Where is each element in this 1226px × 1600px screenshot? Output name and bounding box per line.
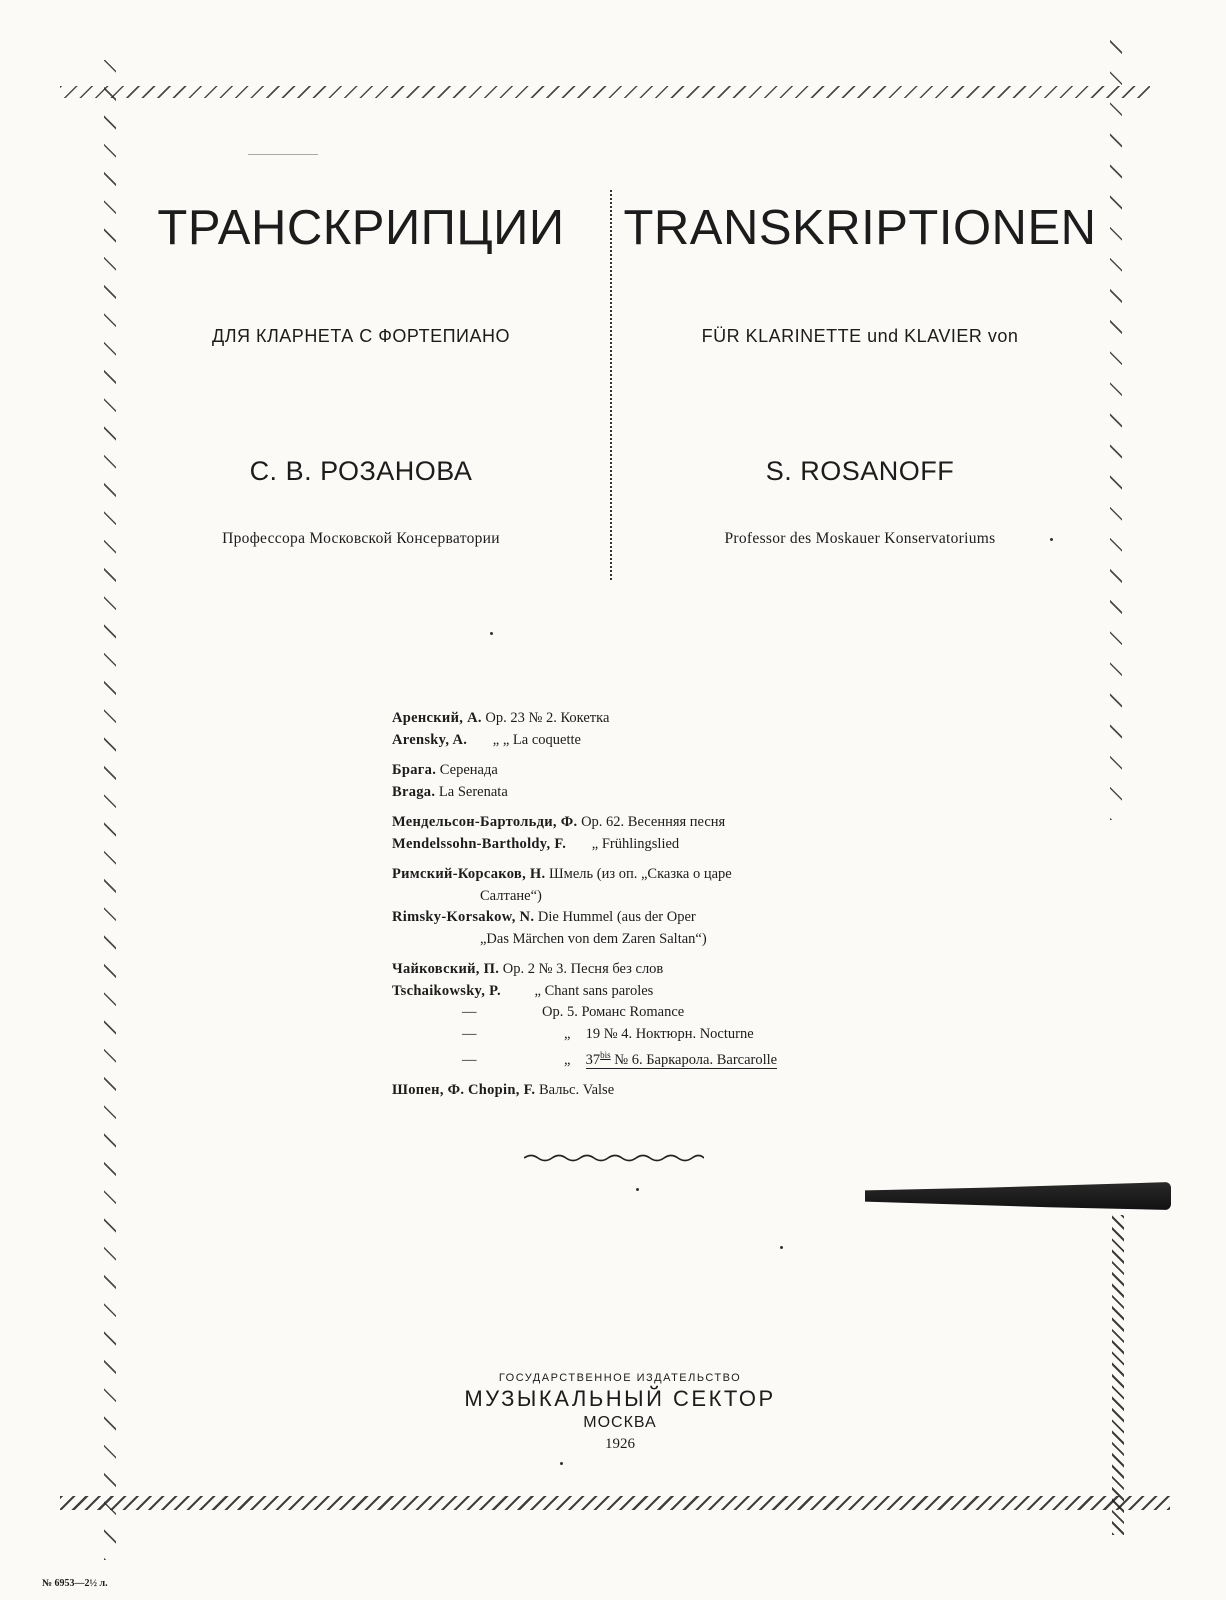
title-german: TRANSKRIPTIONEN — [623, 201, 1097, 255]
work-title: „ Frühlingslied — [591, 835, 680, 852]
work-title: Ор. 62. Весенняя песня — [581, 814, 726, 830]
composer-name: Римский-Корсаков, Н. — [392, 866, 546, 882]
wavy-ornament — [524, 1152, 704, 1162]
ditto-mark: „ — [564, 1051, 571, 1068]
composer-name: Шопен, Ф. — [392, 1082, 465, 1099]
list-item — [392, 812, 852, 855]
work-title: Серенада — [439, 762, 498, 778]
print-speck — [636, 1188, 639, 1191]
composer-name: Мендельсон-Бартольди, Ф. — [392, 814, 578, 830]
underlined-work — [586, 1052, 777, 1069]
composer-name: Chopin, F. — [467, 1082, 536, 1099]
subtitle-russian: ДЛЯ КЛАРНЕТА С ФОРТЕПИАНО — [212, 326, 510, 346]
work-title: „ „ La coquette — [492, 731, 581, 748]
work-title: „ Chant sans paroles — [534, 982, 654, 999]
list-item — [392, 1080, 852, 1102]
work-title: Шмель (из оп. „Сказка о царе — [549, 866, 732, 882]
work-title: Op. 5. Романс Romance — [542, 1004, 685, 1020]
print-speck — [560, 1462, 563, 1465]
top-hatch-border — [60, 86, 1150, 98]
author-russian: С. В. РОЗАНОВА — [249, 456, 473, 486]
work-title: Вальс. Valse — [538, 1082, 615, 1099]
sub-work — [392, 1002, 852, 1024]
publisher-line: ГОСУДАРСТВЕННОЕ ИЗДАТЕЛЬСТВО — [498, 1372, 742, 1384]
works-list — [392, 708, 852, 1111]
work-title: La Serenata — [438, 783, 508, 800]
composer-name: Брага. — [392, 762, 437, 778]
work-title: Ор. 23 № 2. Кокетка — [485, 710, 610, 726]
list-item — [392, 708, 852, 751]
composer-name: Braga. — [392, 783, 436, 800]
work-title-continued: „Das Märchen von dem Zaren Saltan“) — [480, 930, 707, 947]
composer-name: Mendelssohn-Bartholdy, F. — [392, 835, 567, 852]
ink-smudge — [865, 1182, 1171, 1210]
print-speck — [490, 632, 493, 635]
work-title-continued: Салтане“) — [480, 887, 542, 904]
list-item — [392, 864, 852, 950]
list-item — [392, 959, 852, 1071]
ditto-dash: — — [462, 1004, 477, 1020]
catalog-number: № 6953—2½ л. — [42, 1578, 108, 1589]
composer-name: Tschaikowsky, P. — [392, 982, 501, 999]
work-title: Die Hummel (aus der Oper — [537, 909, 696, 925]
composer-name: Чайковский, П. — [392, 961, 500, 977]
publication-year: 1926 — [605, 1436, 635, 1452]
work-title: Ор. 2 № 3. Песня без слов — [502, 961, 664, 977]
ditto-dash: — — [462, 1025, 477, 1042]
right-hatch-border-upper — [1110, 40, 1122, 820]
composer-name: Arensky, A. — [392, 731, 468, 748]
bottom-hatch-border — [60, 1496, 1170, 1510]
sub-work — [392, 1024, 852, 1046]
opus-number: 37 — [585, 1051, 601, 1068]
subtitle-german: FÜR KLARINETTE und KLAVIER von — [701, 326, 1019, 346]
title-russian: ТРАНСКРИПЦИИ — [157, 201, 565, 255]
column-divider — [610, 190, 612, 580]
ditto-dash: — — [462, 1051, 477, 1068]
affiliation-german: Professor des Moskauer Konservatoriums — [724, 530, 996, 547]
publisher-name: МУЗЫКАЛЬНЫЙ СЕКТОР — [464, 1386, 776, 1411]
affiliation-russian: Профессора Московской Консерватории — [222, 530, 500, 547]
ditto-mark: „ — [564, 1025, 571, 1042]
sub-work — [392, 1045, 852, 1071]
print-speck — [780, 1246, 783, 1249]
publisher-city: МОСКВА — [583, 1414, 657, 1431]
work-title: № 6. Баркарола. Barcarolle — [614, 1051, 778, 1068]
print-speck — [1050, 538, 1053, 541]
opus-suffix: bis — [600, 1050, 611, 1060]
list-item — [392, 760, 852, 803]
left-hatch-border — [104, 60, 116, 1560]
author-german: S. ROSANOFF — [765, 456, 955, 486]
print-speck — [248, 154, 318, 155]
right-hatch-border-lower — [1112, 1215, 1124, 1535]
work-title: 19 № 4. Ноктюрн. Nocturne — [585, 1025, 754, 1042]
composer-name: Rimsky-Korsakow, N. — [392, 909, 535, 925]
composer-name: Аренский, А. — [392, 710, 482, 726]
